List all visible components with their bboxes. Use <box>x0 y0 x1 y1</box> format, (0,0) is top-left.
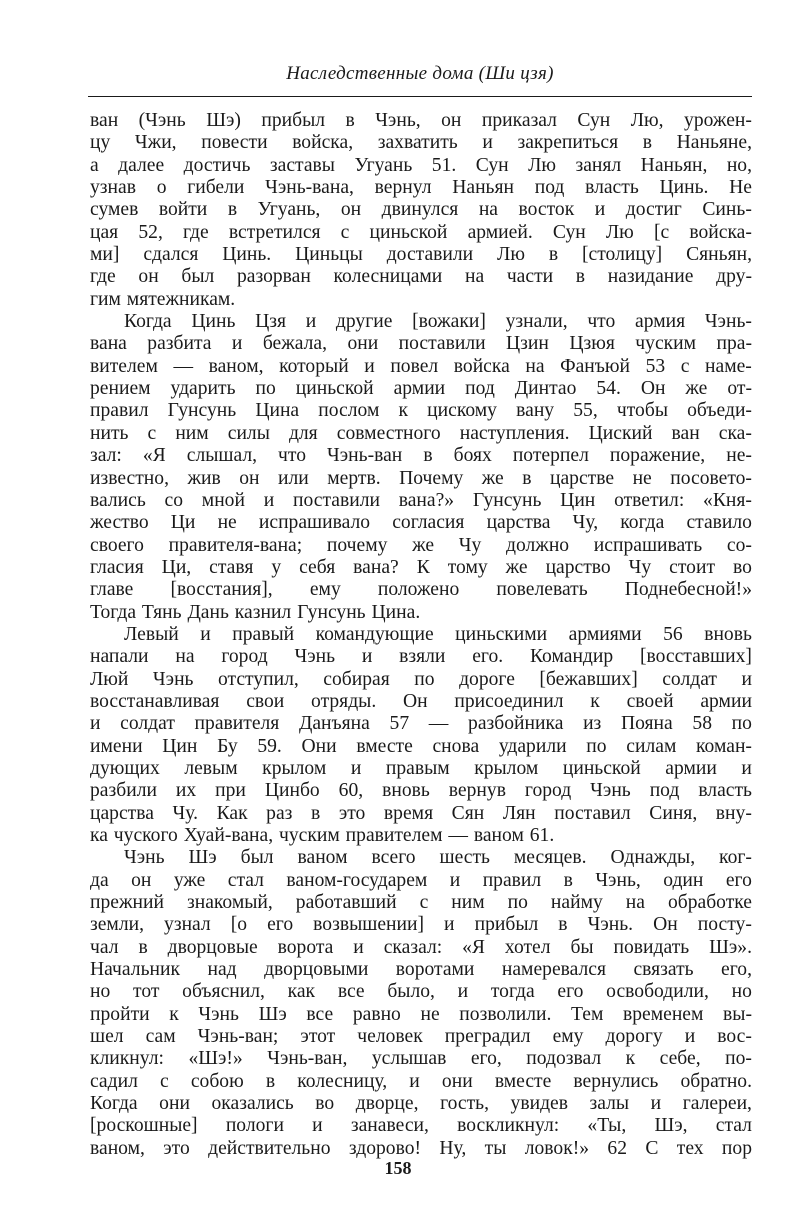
page-number: 158 <box>384 1158 412 1178</box>
text-line: Начальник над дворцовыми воротами намеревался связать его, <box>90 959 752 981</box>
header-rule <box>88 96 752 97</box>
text-line: пройти к Чэнь Шэ все равно не позволили. Тем временем вы- <box>90 1003 752 1025</box>
text-line: вана разбита и бежала, они поставили Цзин Цзюя чуским пра- <box>90 333 752 355</box>
text-line: своего правителя-вана; почему же Чу должно испрашивать со- <box>90 534 752 556</box>
text-line: вались со мной и поставили вана?» Гунсунь Цин ответил: «Кня- <box>90 489 752 511</box>
text-line: восстанавливая свои отряды. Он присоединил к своей армии <box>90 690 752 712</box>
text-line: зал: «Я слышал, что Чэнь-ван в боях потерпел поражение, не- <box>90 445 752 467</box>
text-line: где он был разорван колесницами на части в назидание дру- <box>90 266 752 288</box>
text-line: напали на город Чэнь и взяли его. Командир [восставших] <box>90 646 752 668</box>
text-line: Когда Цинь Цзя и другие [вожаки] узнали, что армия Чэнь- <box>124 311 752 333</box>
text-line: сумев войти в Угуань, он двинулся на восток и достиг Синь- <box>90 199 752 221</box>
text-line: земли, узнал [о его возвышении] и прибыл в Чэнь. Он посту- <box>90 914 752 936</box>
text-line: главе [восстания], ему положено повелевать Поднебесной!» <box>90 579 752 601</box>
text-line: Чэнь Шэ был ваном всего шесть месяцев. Однажды, ког- <box>124 847 752 869</box>
text-line: имени Цин Бу 59. Они вместе снова ударили по силам коман- <box>90 735 752 757</box>
text-line: прежний знакомый, работавший с ним по найму на обработке <box>90 892 752 914</box>
text-line: и солдат правителя Данъяна 57 — разбойника из Пояна 58 по <box>90 713 752 735</box>
text-line: а далее достичь заставы Угуань 51. Сун Лю занял Наньян, но, <box>90 154 752 176</box>
text-line: Тогда Тянь Дань казнил Гунсунь Цина. <box>90 601 421 623</box>
text-line: гим мятежникам. <box>90 288 236 310</box>
text-line: разбили их при Цинбо 60, вновь вернув город Чэнь под власть <box>90 780 752 802</box>
text-line: ваном, это действительно здорово! Ну, ты ловок!» 62 С тех пор <box>90 1137 752 1159</box>
text-line: цая 52, где встретился с циньской армией. Сун Лю [с войска- <box>90 221 752 243</box>
text-line: но тот объяснил, как все было, и тогда его освободили, но <box>90 981 752 1003</box>
text-line: Люй Чэнь отступил, собирая по дороге [бежавших] солдат и <box>90 668 752 690</box>
body-text <box>90 110 752 1160</box>
text-line: да он уже стал ваном-государем и правил в Чэнь, один его <box>90 869 752 891</box>
text-line: Когда они оказались во дворце, гость, увидев залы и галереи, <box>90 1093 752 1115</box>
text-line: шел сам Чэнь-ван; этот человек преградил ему дорогу и вос- <box>90 1026 752 1048</box>
text-line: [роскошные] пологи и занавеси, воскликнул: «Ты, Шэ, стал <box>90 1115 752 1137</box>
text-line: ми] сдался Цинь. Циньцы доставили Лю в [столицу] Сяньян, <box>90 244 752 266</box>
text-line: цу Чжи, повести войска, захватить и закрепиться в Наньяне, <box>90 132 752 154</box>
text-line: известно, жив он или мертв. Почему же в царстве не посовето- <box>90 467 752 489</box>
text-line: жество Ци не испрашивало согласия царства Чу, когда ставило <box>90 512 752 534</box>
text-line: царства Чу. Как раз в это время Сян Лян поставил Синя, вну- <box>90 802 752 824</box>
text-line: чал в дворцовые ворота и сказал: «Я хотел бы повидать Шэ». <box>90 936 752 958</box>
text-line: ка чуского Хуай-вана, чуским правителем — ваном 61. <box>90 825 555 846</box>
text-line: дующих левым крылом и правым крылом циньской армии и <box>90 757 752 779</box>
text-line: Левый и правый командующие циньскими армиями 56 вновь <box>124 623 752 645</box>
text-line: ван (Чэнь Шэ) прибыл в Чэнь, он приказал Сун Лю, урожен- <box>90 110 752 131</box>
text-line: садил с собою в колесницу, и они вместе вернулись обратно. <box>90 1070 752 1092</box>
text-line: кликнул: «Шэ!» Чэнь-ван, услышав его, подозвал к себе, по- <box>90 1048 752 1070</box>
text-line: рением ударить по циньской армии под Динтао 54. Он же от- <box>90 378 752 400</box>
text-line: узнав о гибели Чэнь-вана, вернул Наньян под власть Цинь. Не <box>90 177 752 199</box>
running-header: Наследственные дома (Ши цзя) <box>286 63 554 84</box>
text-line: гласия Ци, ставя у себя вана? К тому же царство Чу стоит во <box>90 556 752 578</box>
text-line: нить с ним силы для совместного наступления. Циский ван ска- <box>90 422 752 444</box>
text-line: правил Гунсунь Цина послом к цискому вану 55, чтобы объеди- <box>90 400 752 422</box>
text-line: вителем — ваном, который и повел войска на Фанъюй 53 с наме- <box>90 355 752 377</box>
